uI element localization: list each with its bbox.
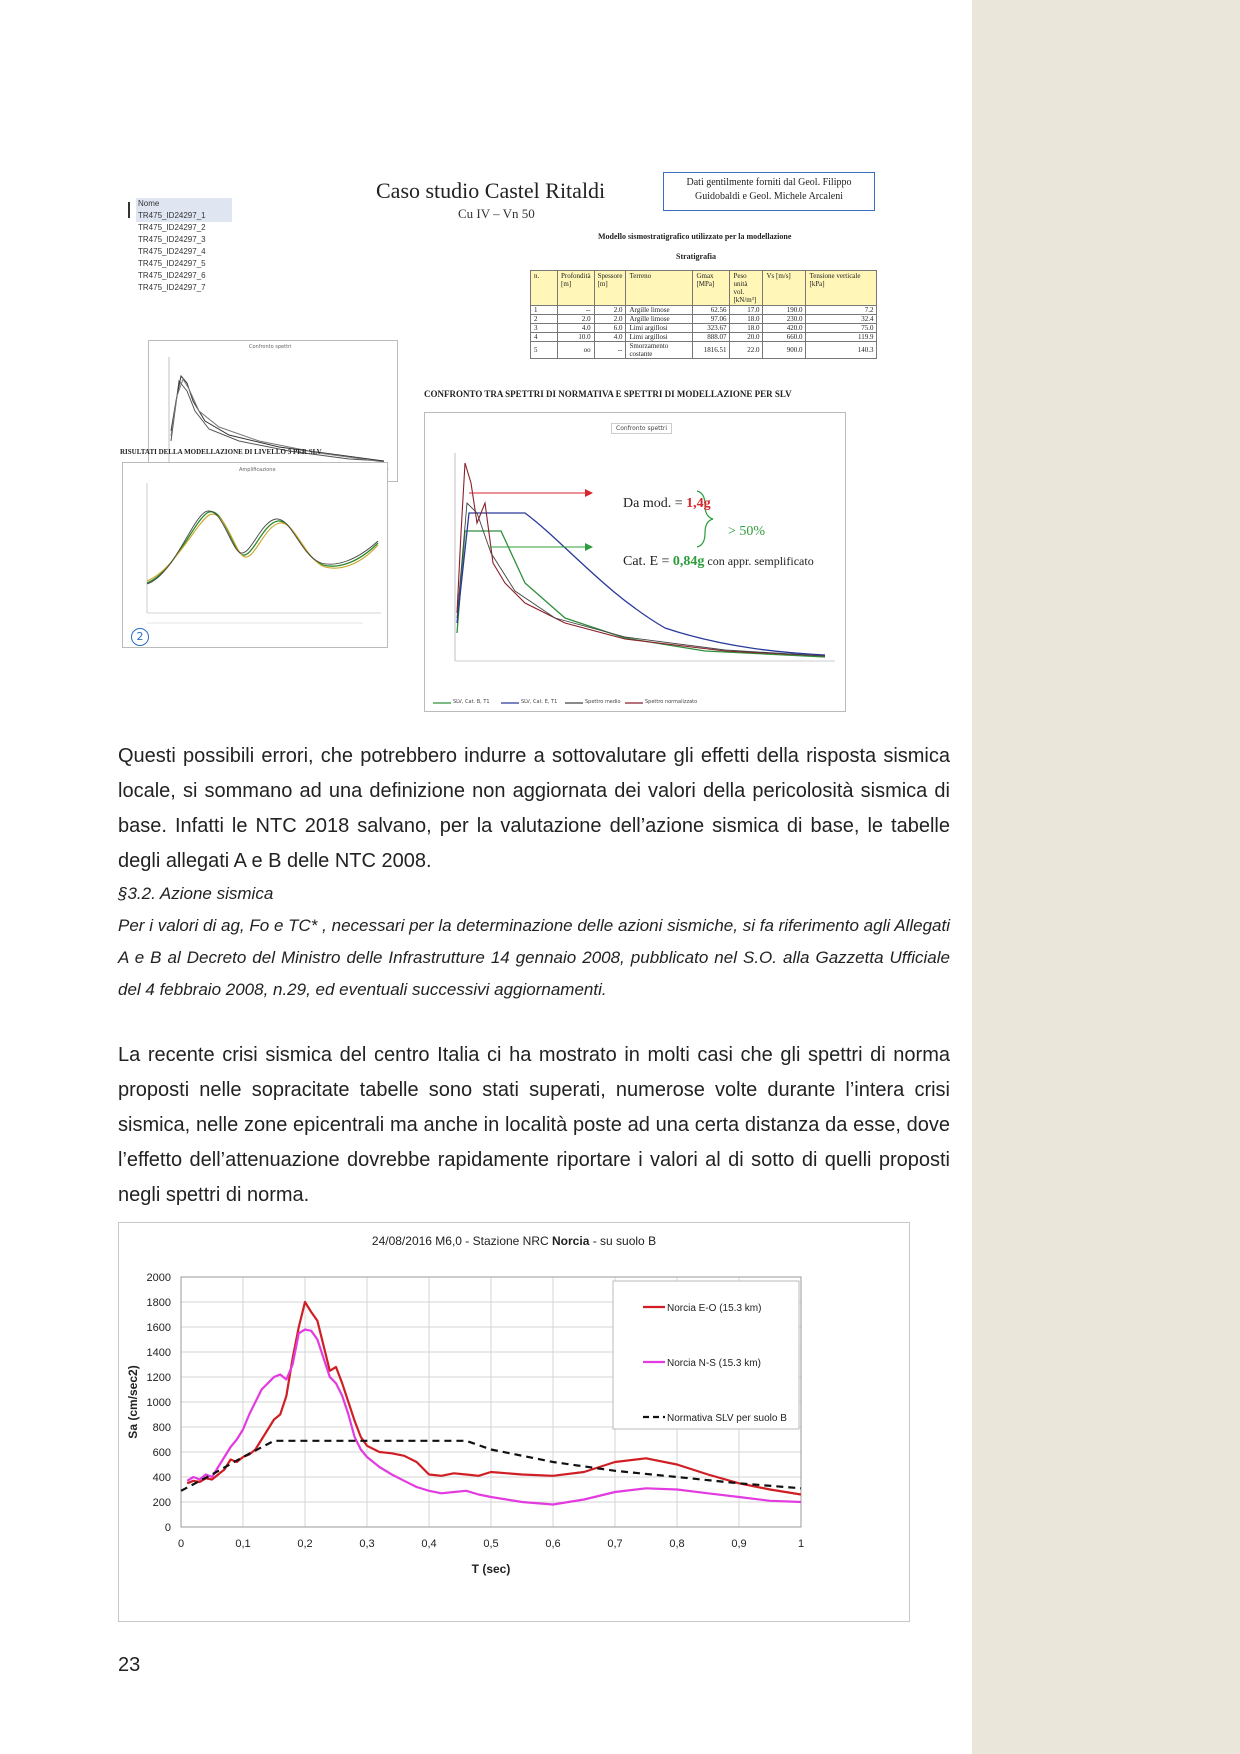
legend-label: Norcia N-S (15.3 km) [667,1358,761,1369]
x-tick-label: 0,2 [297,1538,313,1550]
figure-number-badge: 2 [131,628,149,646]
quote-block [118,878,950,1006]
list-header: Nome [136,198,232,210]
table-cell: 17.0 [730,306,763,315]
y-tick-label: 1800 [146,1297,171,1309]
table-cell: Smorzamento costante [626,342,693,359]
table-cell: -- [558,306,595,315]
record-name-list [136,198,232,294]
table-cell: 20.0 [730,333,763,342]
y-tick-label: 1000 [146,1397,171,1409]
legend-label: SLV, Cat. E, T1 [521,699,558,705]
table-cell: 62.56 [693,306,730,315]
list-item: TR475_ID24297_6 [138,271,206,280]
y-axis-label: Sa (cm/sec2) [126,1365,140,1439]
spectra-chart-small [148,340,398,482]
legend-label: Normativa SLV per suolo B [667,1413,787,1424]
chart-title: Amplificazione [239,467,276,473]
table-cell: 119.9 [806,333,877,342]
table-cell: Limi argillosi [626,333,693,342]
spectra-chart-small-plot [149,341,397,481]
table-cell: 190.0 [763,306,806,315]
amplification-chart-plot [123,463,387,647]
x-tick-label: 0,6 [545,1538,561,1550]
stratigraphy-table [530,270,877,359]
y-tick-label: 800 [152,1422,171,1434]
table-row [531,342,877,359]
annotation-modelled [623,496,711,512]
table-cell: 888.07 [693,333,730,342]
table-cell: 140.3 [806,342,877,359]
x-axis-label: T (sec) [471,1562,511,1576]
norcia-chart-svg [119,1223,909,1621]
table-header: Gmax [MPa] [693,271,730,306]
x-tick-label: 0,5 [483,1538,499,1550]
annotation-percentage: > 50% [728,524,766,539]
annotation-category-tail: con appr. semplificato [704,554,814,568]
table-header: n. [531,271,558,306]
table-cell: 7.2 [806,306,877,315]
table-row [531,324,877,333]
table-cell: 97.06 [693,315,730,324]
table-cell: 5 [531,342,558,359]
table-cell: 2.0 [594,306,626,315]
results-heading: RISULTATI DELLA MODELLAZIONE DI LIVELLO 3 PER SLV [120,448,322,456]
table-cell: 2 [531,315,558,324]
y-tick-label: 1200 [146,1372,171,1384]
table-header: Peso unità vol. [kN/m³] [730,271,763,306]
table-cell: 22.0 [730,342,763,359]
legend-label: Norcia E-O (15.3 km) [667,1303,762,1314]
paragraph: Questi possibili errori, che potrebbero indurre a sottovalutare gli effetti della risposta sismica locale, si sommano ad una definizione non aggiornata dei valori della pericolosità sismica di base. Infatti le NTC 2018 salvano, per la valutazione dell’azione sismica di base, le tabelle degli allegati A e B delle NTC 2008. [118,745,950,872]
page-side-band [972,0,1240,1754]
table-cell: 1 [531,306,558,315]
data-credit-box [663,172,875,211]
annotation-category-label: Cat. E = [623,554,673,569]
list-item: TR475_ID24297_2 [138,223,206,232]
legend-label: SLV, Cat. B, T1 [453,699,490,705]
strat-heading: Stratigrafia [676,252,716,261]
table-cell: 323.67 [693,324,730,333]
case-study-title: Caso studio Castel Ritaldi [376,178,606,203]
chart-title-part: 24/08/2016 M6,0 - Stazione NRC [371,1234,553,1248]
table-header: Terreno [626,271,693,306]
table-cell: 75.0 [806,324,877,333]
model-heading: Modello sismostratigrafico utilizzato per la modellazione [598,232,792,241]
x-tick-label: 0 [177,1538,185,1550]
quote-text: Per i valori di ag, Fo e TC* , necessari per la determinazione delle azioni sismiche, si fa riferimento agli Allegati A e B al Decreto del Ministro delle Infrastrutture 14 gennaio 2008, pubblicato nel S.O. alla Gazzetta Ufficiale del 4 febbraio 2008, n.29, ed eventuali successivi aggiornamenti. [118,916,950,999]
credit-line-2: Guidobaldi e Geol. Michele Arcaleni [694,191,843,202]
chart-title: Confronto spettri [611,423,672,434]
list-item: TR475_ID24297_5 [138,259,206,268]
table-cell: 2.0 [594,315,626,324]
comparison-heading: CONFRONTO TRA SPETTRI DI NORMATIVA E SPETTRI DI MODELLAZIONE PER SLV [424,389,792,399]
amplification-chart [122,462,388,648]
table-cell: 18.0 [730,315,763,324]
table-row [531,306,877,315]
table-cell: 4.0 [558,324,595,333]
table-cell: 230.0 [763,315,806,324]
y-tick-label: 0 [164,1522,171,1534]
table-cell: 2.0 [558,315,595,324]
body-text-2 [118,1038,950,1213]
table-header: Spessore [m] [594,271,626,306]
table-cell: 6.0 [594,324,626,333]
table-header: Profondità [m] [558,271,595,306]
table-cell: Argille limose [626,306,693,315]
annotation-category [623,554,814,570]
y-tick-label: 200 [152,1497,171,1509]
table-cell: Argille limose [626,315,693,324]
x-tick-label: 1 [797,1538,805,1550]
table-row [531,315,877,324]
table-cell: 1816.51 [693,342,730,359]
table-cell: oo [558,342,595,359]
table-cell: -- [594,342,626,359]
table-cell: 4 [531,333,558,342]
table-cell: 4.0 [594,333,626,342]
chart-title [372,1234,656,1248]
table-cell: 18.0 [730,324,763,333]
page-number: 23 [118,1654,141,1676]
legend-label: Spettro medio [585,699,621,705]
table-cell: 3 [531,324,558,333]
y-tick-label: 400 [152,1472,171,1484]
table-cell: 660.0 [763,333,806,342]
legend-label: Spettro normalizzato [645,699,698,705]
y-tick-label: 2000 [146,1272,171,1284]
table-cell: 10.0 [558,333,595,342]
list-item: TR475_ID24297_1 [136,210,232,222]
x-tick-label: 0,7 [607,1538,623,1550]
table-header: Vs [m/s] [763,271,806,306]
annotation-modelled-label: Da mod. = [623,496,687,511]
table-cell: Limi argillosi [626,324,693,333]
table-row [531,333,877,342]
chart-title: Confronto spettri [249,344,292,350]
x-tick-label: 0,4 [421,1538,437,1550]
stratigraphy-table-body [531,306,877,359]
y-tick-label: 600 [152,1447,171,1459]
table-cell: 420.0 [763,324,806,333]
body-text-1 [118,739,950,879]
list-item: TR475_ID24297_3 [138,235,206,244]
case-study-figure [118,160,878,720]
y-tick-label: 1400 [146,1347,171,1359]
paragraph: La recente crisi sismica del centro Italia ci ha mostrato in molti casi che gli spettri di norma proposti nelle sopracitate tabelle sono stati superati, numerose volte durante l’intera crisi sismica, nelle zone epicentrali ma anche in località poste ad una certa distanza da esse, dove l’effetto dell’attenuazione dovrebbe rapidamente riportare i valori al di sotto di quelli proposti negli spettri di norma. [118,1044,950,1206]
x-tick-label: 0,3 [359,1538,375,1550]
credit-line-1: Dati gentilmente forniti dal Geol. Filippo [686,177,852,188]
x-tick-label: 0,9 [731,1538,747,1550]
table-cell: 32.4 [806,315,877,324]
list-item: TR475_ID24297_4 [138,247,206,256]
text-cursor-icon [128,202,130,218]
section-heading: §3.2. Azione sismica [118,884,274,903]
list-item: TR475_ID24297_7 [138,283,206,292]
chart-title-part: Norcia [552,1234,590,1248]
table-header: Tensione verticale [kPa] [806,271,877,306]
chart-title-part: - su suolo B [589,1234,657,1248]
x-tick-label: 0,8 [669,1538,685,1550]
case-study-subtitle: Cu IV – Vn 50 [458,206,535,221]
norcia-spectra-chart [118,1222,910,1622]
y-tick-label: 1600 [146,1322,171,1334]
x-tick-label: 0,1 [235,1538,251,1550]
annotation-modelled-value: 1,4g [686,496,711,511]
annotation-category-value: 0,84g [672,554,705,569]
table-cell: 900.0 [763,342,806,359]
